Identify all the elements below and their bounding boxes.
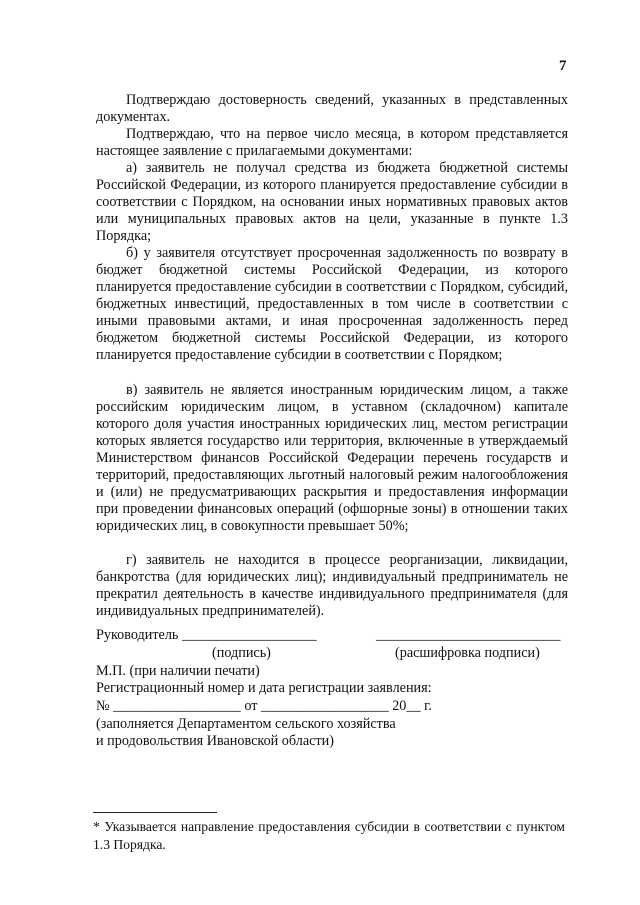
registration-note-line1: (заполняется Департаментом сельского хозяйства (96, 716, 396, 732)
page-number: 7 (559, 58, 567, 74)
signature-decode-line: __________________________ (376, 627, 561, 643)
paragraph-confirm-info: Подтверждаю достоверность сведений, указанных в представленных документах. (96, 92, 568, 125)
paragraph-item-v: в) заявитель не является иностранным юридическим лицом, а также российским юридическим лицом, в уставном (складочном) капитале которого доля участия иностранных юридических лиц, местом регистрации которых является государство или территория, включенные в утверждаемый Министерством финансов Российской Федерации перечень государств и территорий, предоставляющих льготный налоговый режим налогообложения и (или) не предусматривающих раскрытия и предоставления информации при проведении финансовых операций (офшорные зоны) в отношении таких юридических лиц, в совокупности превышает 50%; (96, 382, 568, 534)
decode-caption: (расшифровка подписи) (395, 645, 540, 661)
paragraph-item-a: а) заявитель не получал средства из бюджета бюджетной системы Российской Федерации, из которого планируется предоставление субсидии в соответствии с Порядком, на основании иных нормативных правовых актов или муниципальных правовых актов на цели, указанные в пункте 1.3 Порядка; (96, 160, 568, 244)
registration-number-line: № __________________ от __________________ 20__ г. (96, 698, 432, 714)
footnote-rule (93, 812, 217, 813)
signature-caption: (подпись) (212, 645, 271, 661)
stamp-note: М.П. (при наличии печати) (96, 663, 260, 679)
paragraph-item-b: б) у заявителя отсутствует просроченная задолженность по возврату в бюджет бюджетной системы Российской Федерации, из которого планируется предоставление субсидии в соответствии с Порядком, субсидий, бюджетных инвестиций, предоставленных в том числе в соответствии с иными правовыми актами, и иная просроченная задолженность перед бюджетом бюджетной системы Российской Федерации, из которого планируется предоставление субсидии в соответствии с Порядком; (96, 245, 568, 363)
registration-note-line2: и продовольствия Ивановской области) (96, 733, 334, 749)
footnote: * Указывается направление предоставления субсидии в соответствии с пунктом 1.3 Порядка. (93, 819, 565, 852)
paragraph-item-g: г) заявитель не находится в процессе реорганизации, ликвидации, банкротства (для юридических лиц); индивидуальный предприниматель не прекратил деятельность в качестве индивидуального предпринимателя (для индивидуальных предпринимателей). (96, 552, 568, 619)
signature-head-line: Руководитель ___________________ (96, 627, 317, 643)
registration-title: Регистрационный номер и дата регистрации заявления: (96, 680, 432, 696)
paragraph-confirm-date: Подтверждаю, что на первое число месяца, в котором представляется настоящее заявление с прилагаемыми документами: (96, 126, 568, 159)
